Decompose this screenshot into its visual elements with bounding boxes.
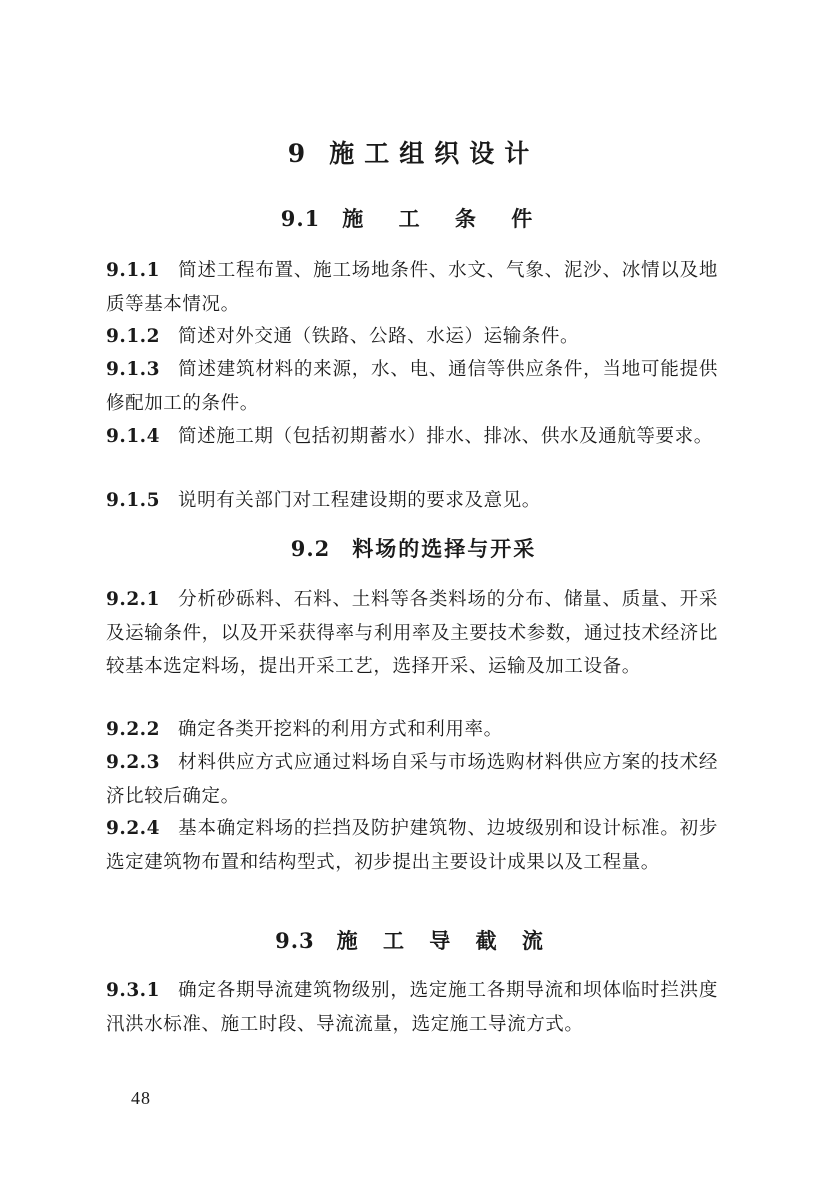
clause-number: 9.3.1 — [106, 980, 160, 1001]
clause-9-3-1 — [106, 974, 718, 1041]
clause-9-2-3 — [106, 746, 718, 813]
clause-number: 9.2.1 — [106, 589, 160, 610]
clause-text: 简述建筑材料的来源，水、电、通信等供应条件，当地可能提供修配加工的条件。 — [106, 359, 718, 414]
section-title-9-1 — [0, 204, 827, 234]
section-title-9-2 — [0, 534, 827, 564]
clause-9-1-5 — [106, 484, 718, 518]
clause-number: 9.2.4 — [106, 818, 160, 839]
clause-text: 简述对外交通（铁路、公路、水运）运输条件。 — [178, 326, 580, 347]
section-title-text: 施 工 条 件 — [342, 206, 547, 231]
clause-text: 说明有关部门对工程建设期的要求及意见。 — [178, 490, 541, 511]
section-title-text: 料场的选择与开采 — [352, 536, 537, 561]
chapter-title-text: 施工组织设计 — [329, 139, 540, 168]
clause-text: 确定各类开挖料的利用方式和利用率。 — [178, 719, 503, 740]
section-number: 9.2 — [290, 536, 331, 561]
clause-text: 基本确定料场的拦挡及防护建筑物、边坡级别和设计标准。初步选定建筑物布置和结构型式，初步提出主要设计成果以及工程量。 — [106, 818, 718, 873]
clause-9-1-1 — [106, 254, 718, 321]
clause-number: 9.1.1 — [106, 260, 160, 281]
clause-number: 9.1.2 — [106, 326, 160, 347]
clause-9-1-3 — [106, 353, 718, 420]
clause-number: 9.1.5 — [106, 490, 160, 511]
clause-text: 简述工程布置、施工场地条件、水文、气象、泥沙、冰情以及地质等基本情况。 — [106, 260, 718, 315]
clause-9-2-2 — [106, 713, 718, 747]
clause-9-1-2 — [106, 320, 718, 354]
clause-text: 确定各期导流建筑物级别，选定施工各期导流和坝体临时拦洪度汛洪水标准、施工时段、导流流量，选定施工导流方式。 — [106, 980, 718, 1035]
clause-9-2-1 — [106, 583, 718, 684]
section-title-9-3 — [0, 926, 827, 956]
page-number: 48 — [131, 1088, 151, 1108]
clause-text: 简述施工期（包括初期蓄水）排水、排冰、供水及通航等要求。 — [178, 426, 713, 447]
clause-number: 9.2.2 — [106, 719, 160, 740]
section-title-text: 施 工 导 截 流 — [336, 928, 552, 953]
clause-number: 9.2.3 — [106, 752, 160, 773]
chapter-title — [0, 136, 827, 172]
clause-9-1-4 — [106, 420, 718, 454]
clause-9-2-4 — [106, 812, 718, 879]
clause-text: 材料供应方式应通过料场自采与市场选购材料供应方案的技术经济比较后确定。 — [106, 752, 718, 807]
chapter-number: 9 — [287, 139, 306, 168]
clause-number: 9.1.3 — [106, 359, 160, 380]
clause-number: 9.1.4 — [106, 426, 160, 447]
section-number: 9.1 — [280, 206, 321, 231]
section-number: 9.3 — [275, 928, 315, 953]
clause-text: 分析砂砾料、石料、土料等各类料场的分布、储量、质量、开采及运输条件，以及开采获得率与利用率及主要技术参数，通过技术经济比较基本选定料场，提出开采工艺，选择开采、运输及加工设备。 — [106, 589, 718, 677]
